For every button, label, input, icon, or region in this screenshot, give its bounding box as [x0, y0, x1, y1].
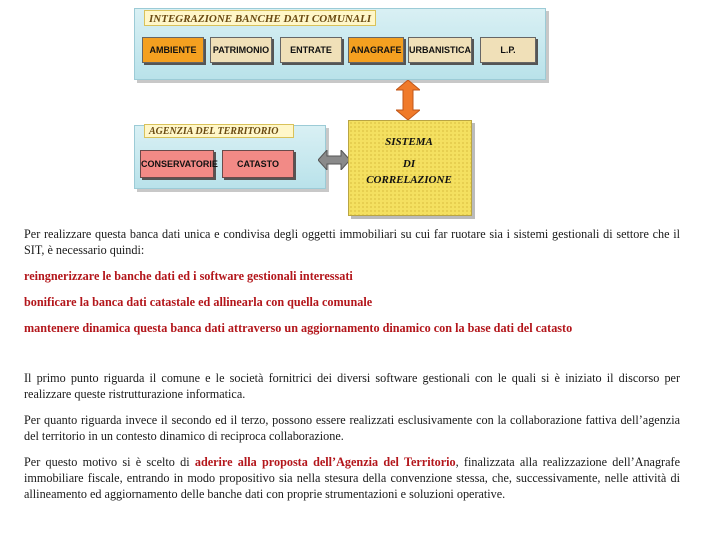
paragraph-motivo-end: , finalizzata alla realizzazione dell’Anagrafe immobiliare fiscale, entrando in modo propositivo sia nella stesura della convenzione stessa, che, successivamente, nelle attività di allineamento ed aggiornamento delle banche dati con proprie strumentazioni e soluzioni operative. — [24, 455, 680, 501]
module-catasto: CATASTO — [222, 150, 294, 178]
double-arrow-vertical-icon — [396, 80, 420, 120]
agenzia-proposal-highlight: aderire alla proposta dell’Agenzia del Territorio — [194, 455, 456, 469]
module-entrate: ENTRATE — [280, 37, 342, 63]
module-urbanistica: URBANISTICA — [408, 37, 472, 63]
sistema-label: SISTEMA — [385, 136, 433, 148]
module-lp: L.P. — [480, 37, 536, 63]
module-anagrafe: ANAGRAFE — [348, 37, 404, 63]
paragraph-secondo-terzo: Per quanto riguarda invece il secondo ed il terzo, possono essere realizzati esclusivamente con la collaborazione fattiva dell’agenzia del territorio in un contesto dinamico di reciproca collaborazione. — [24, 413, 680, 443]
paragraph-primo-punto: Il primo punto riguarda il comune e le società fornitrici dei diversi software gestionali con le quali si è iniziato il discorso per realizzare queste ristrutturazione informatica. — [24, 371, 680, 401]
comunali-panel-title: INTEGRAZIONE BANCHE DATI COMUNALI — [144, 10, 376, 26]
paragraph-motivo — [24, 454, 680, 502]
di-label: DI — [402, 158, 416, 170]
module-conservatorie: CONSERVATORIE — [140, 150, 214, 178]
action-item-1: reingnerizzare le banche dati ed i software gestionali interessati — [24, 269, 353, 283]
action-item-2: bonificare la banca dati catastale ed allinearla con quella comunale — [24, 295, 373, 309]
module-patrimonio: PATRIMONIO — [210, 37, 272, 63]
module-ambiente: AMBIENTE — [142, 37, 204, 63]
intro-paragraph: Per realizzare questa banca dati unica e condivisa degli oggetti immobiliari su cui far ruotare sia i sistemi gestionali di settore che il SIT, è necessario quindi: — [24, 227, 680, 257]
paragraph-motivo-start: Per questo motivo si è scelto di — [24, 455, 195, 469]
double-arrow-horizontal-icon — [318, 150, 350, 170]
agenzia-panel-title: AGENZIA DEL TERRITORIO — [144, 124, 294, 138]
diagram — [0, 0, 720, 222]
correlazione-label: CORRELAZIONE — [366, 174, 452, 186]
action-item-3: mantenere dinamica questa banca dati attraverso un aggiornamento dinamico con la base dati del catasto — [24, 321, 573, 335]
